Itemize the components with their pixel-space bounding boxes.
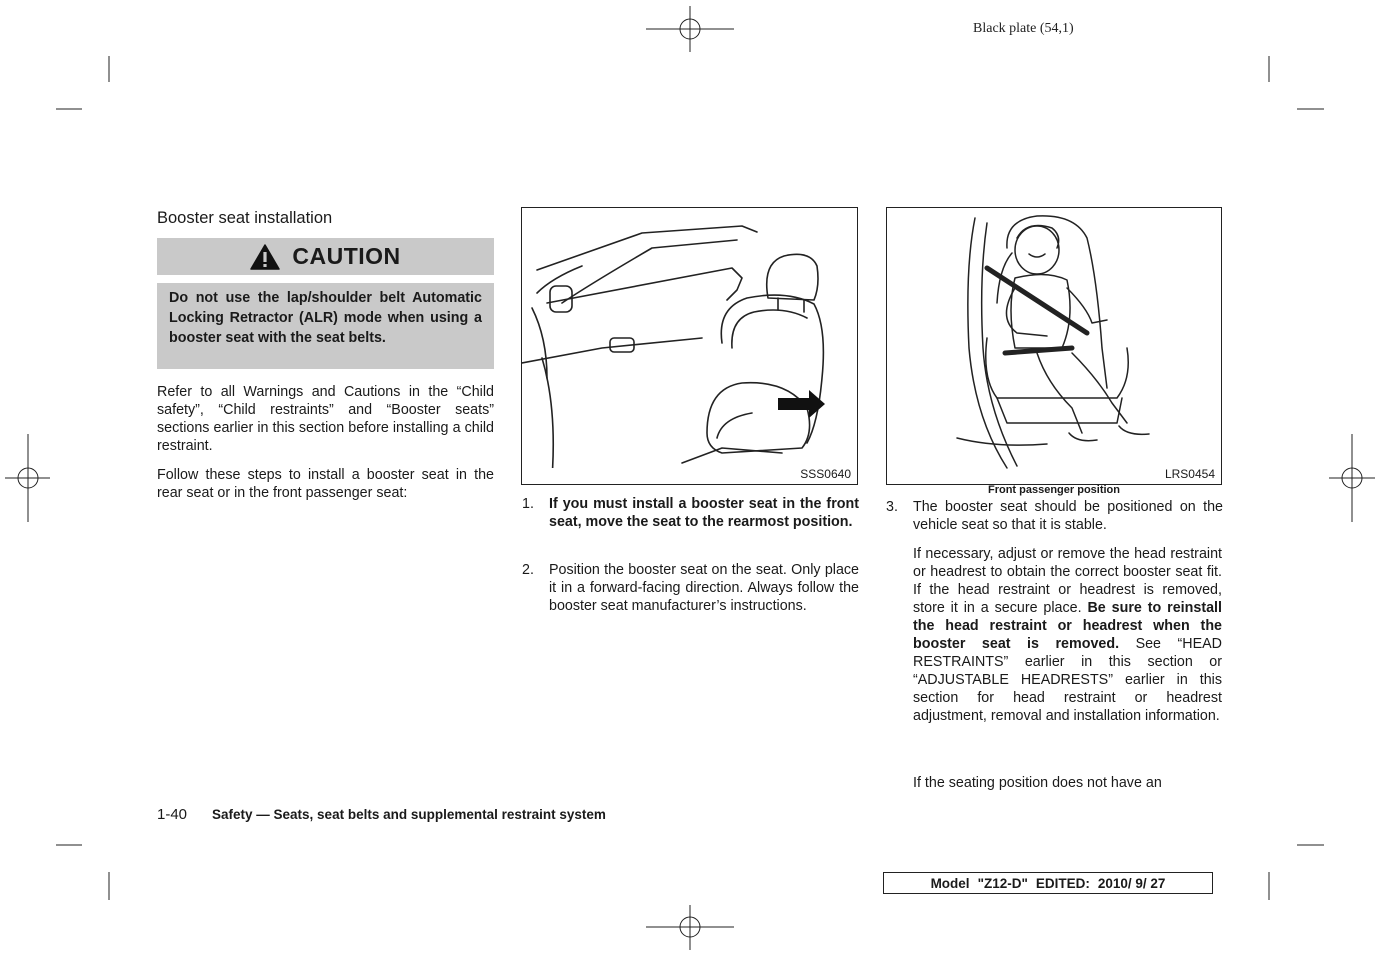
child-in-booster-seat-illustration [887, 208, 1221, 470]
model-label: Model [930, 875, 970, 891]
figure-code: LRS0454 [1164, 467, 1215, 481]
figure-code: SSS0640 [800, 467, 851, 481]
step-text: If you must install a booster seat in the front seat, move the seat to the rearmost position. [549, 496, 859, 530]
plate-label: Black plate (54,1) [973, 21, 1074, 36]
chapter-title: Safety — Seats, seat belts and supplemental restraint system [212, 807, 606, 822]
figure-booster-seat [886, 207, 1222, 485]
step-text: The booster seat should be positioned on the vehicle seat so that it is stable. [913, 499, 1223, 533]
figure-seat-position [521, 207, 858, 485]
step-number: 1. [522, 496, 534, 512]
page-number: 1-40 [157, 806, 188, 823]
steps-intro-paragraph: Follow these steps to install a booster seat in the rear seat or in the front passenger seat: [157, 467, 494, 501]
seat-rear-position-illustration [522, 208, 857, 468]
edited-value: 2010/ 9/ 27 [1097, 875, 1166, 891]
model-edit-box [883, 872, 1213, 894]
headrest-text-end: See “HEAD RESTRAINTS” earlier in this section or “ADJUSTABLE HEADRESTS” earlier in this section for head restraint or headrest adjustment, removal and installation information. [913, 636, 1222, 724]
caution-header [157, 238, 494, 275]
section-title: Booster seat installation [157, 209, 333, 227]
step-2 [522, 561, 859, 637]
headrest-paragraph [913, 545, 1222, 725]
headrest-text-start: If necessary, adjust or remove the head restraint or headrest to obtain the correct booster seat fit. If the head restraint or headrest is removed, store it in a secure place. [913, 546, 1222, 616]
seating-position-paragraph: If the seating position does not have an [913, 775, 1162, 791]
step-1 [522, 495, 859, 551]
model-value: "Z12-D" [977, 875, 1028, 891]
intro-paragraph: Refer to all Warnings and Cautions in the “Child safety”, “Child restraints” and “Booster seats” sections earlier in this section before installing a child restraint. [157, 384, 494, 454]
headrest-text-bold: Be sure to reinstall the head restraint or headrest when the booster seat is removed. [913, 600, 1222, 652]
figure-caption: Front passenger position [987, 484, 1120, 496]
caution-label: CAUTION [292, 243, 401, 269]
edited-label: EDITED: [1035, 875, 1090, 891]
arrow-right-icon [778, 390, 825, 418]
step-3 [886, 498, 1223, 536]
warning-icon [250, 244, 280, 270]
step-number: 2. [522, 562, 534, 578]
caution-text: Do not use the lap/shoulder belt Automatic Locking Retractor (ALR) mode when using a booster seat with the seat belts. [157, 283, 494, 369]
step-number: 3. [886, 499, 898, 515]
step-text: Position the booster seat on the seat. Only place it in a forward-facing direction. Always follow the booster seat manufacturer’s instructions. [549, 562, 859, 614]
